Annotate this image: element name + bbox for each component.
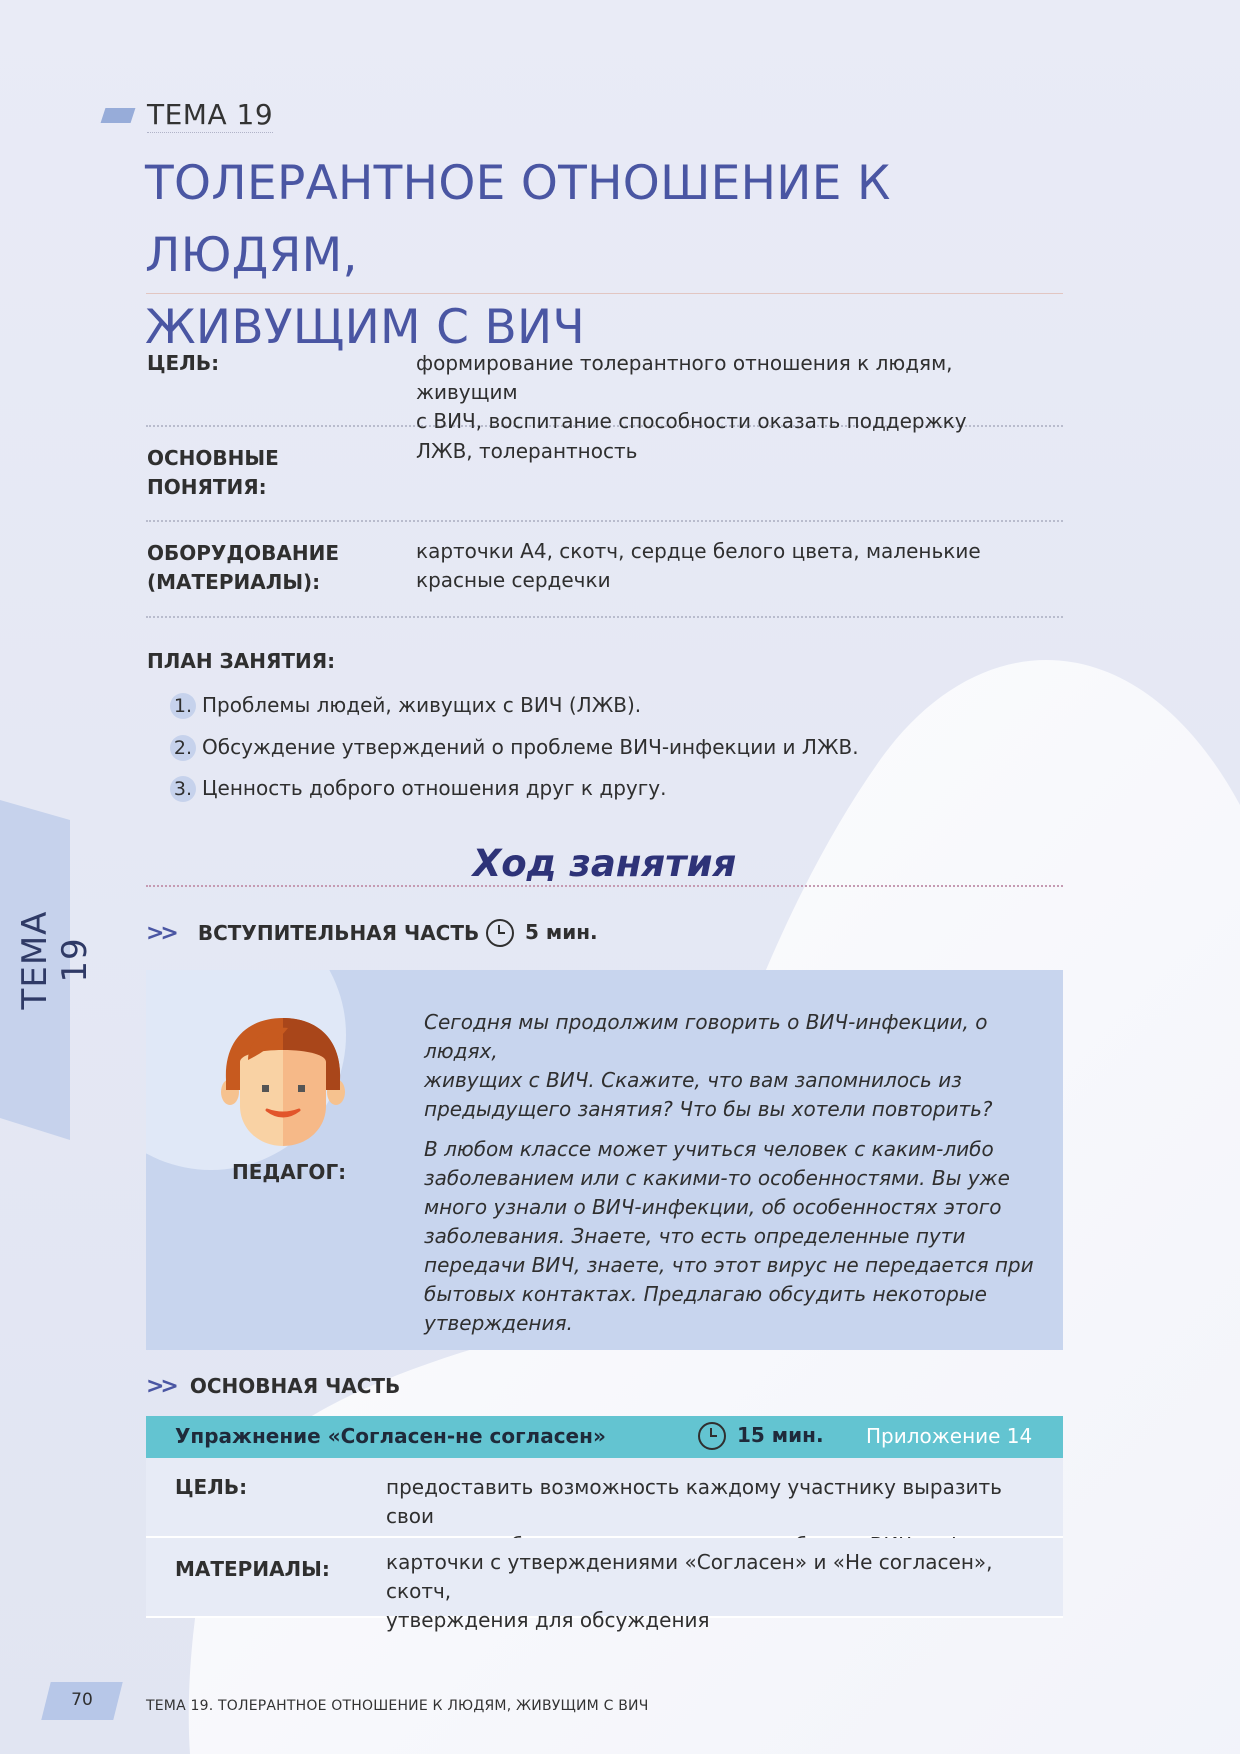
page-title-line2: ЖИВУЩИМ С ВИЧ <box>145 300 586 355</box>
equipment-row <box>146 535 1063 618</box>
concepts-label-line1: ОСНОВНЫЕ <box>147 446 279 470</box>
speech-line: живущих с ВИЧ. Скажите, что вам запомнилось из <box>424 1068 962 1092</box>
title-divider <box>146 293 1063 294</box>
exercise-goal-row <box>146 1458 1063 1538</box>
plan-item <box>170 690 641 720</box>
plan-item-text: Обсуждение утверждений о проблеме ВИЧ-инфекции и ЛЖВ. <box>202 735 859 759</box>
exercise-title: Упражнение «Согласен-не согласен» <box>175 1424 606 1448</box>
exercise-duration-value: 15 мин. <box>736 1422 824 1447</box>
speech-line: В любом классе может учиться человек с каким-либо <box>424 1137 994 1161</box>
teacher-paragraph-1 <box>424 1008 1034 1124</box>
exercise-goal-label: ЦЕЛЬ: <box>175 1475 248 1499</box>
teacher-avatar-icon <box>218 1010 348 1150</box>
concepts-value: ЛЖВ, толерантность <box>416 439 638 463</box>
side-tab-label: ТЕМА 19 <box>15 910 95 1010</box>
exercise-goal-line1: предоставить возможность каждому участнику выразить свои <box>386 1475 1002 1528</box>
plan-item <box>170 732 859 762</box>
intro-duration-value: 5 мин. <box>524 919 598 944</box>
goal-value <box>416 349 1046 436</box>
equipment-value <box>416 537 1046 595</box>
alarm-clock-icon <box>486 919 514 947</box>
alarm-clock-icon <box>698 1422 726 1450</box>
speech-line: заболеванием или с какими-то особенностями. Вы уже <box>424 1166 1010 1190</box>
exercise-materials-line1: карточки с утверждениями «Согласен» и «Не согласен», скотч, <box>386 1550 993 1603</box>
teacher-speech-box <box>146 970 1063 1350</box>
speech-line: заболевания. Знаете, что есть определенные пути <box>424 1224 966 1248</box>
exercise-materials-row <box>146 1538 1063 1632</box>
plan-title: ПЛАН ЗАНЯТИЯ: <box>147 649 336 673</box>
goal-label: ЦЕЛЬ: <box>147 351 220 375</box>
main-section-header <box>146 1374 400 1399</box>
speech-line: много узнали о ВИЧ-инфекции, об особенностях этого <box>424 1195 1002 1219</box>
teacher-speech <box>424 1008 1034 1349</box>
equipment-label-line1: ОБОРУДОВАНИЕ <box>147 541 340 565</box>
concepts-row <box>146 440 1063 522</box>
plan-item-number: 2. <box>170 735 196 761</box>
goal-value-line1: формирование толерантного отношения к людям, живущим <box>416 351 953 404</box>
goal-row <box>146 345 1063 433</box>
page-title-line1: ТОЛЕРАНТНОЕ ОТНОШЕНИЕ К ЛЮДЯМ, <box>145 156 891 283</box>
plan-item-number: 3. <box>170 776 196 802</box>
plan-item-text: Проблемы людей, живущих с ВИЧ (ЛЖВ). <box>202 693 642 717</box>
main-section-title: ОСНОВНАЯ ЧАСТЬ <box>189 1374 401 1398</box>
exercise-materials-value <box>386 1548 1046 1635</box>
exercise-materials-label: МАТЕРИАЛЫ: <box>175 1557 330 1581</box>
exercise-duration <box>698 1422 824 1450</box>
page-number: 70 <box>71 1690 93 1710</box>
exercise-appendix-link[interactable]: Приложение 14 <box>866 1424 1033 1448</box>
plan-item-text: Ценность доброго отношения друг к другу. <box>202 776 667 800</box>
topic-marker-icon <box>101 108 136 123</box>
intro-section-title: ВСТУПИТЕЛЬНАЯ ЧАСТЬ <box>197 921 480 945</box>
goal-value-line2: с ВИЧ, воспитание способности оказать поддержку <box>416 409 967 433</box>
equipment-value-line2: красные сердечки <box>416 568 611 592</box>
topic-label: ТЕМА 19 <box>147 98 274 131</box>
chevron-icon: >> <box>146 921 175 946</box>
speech-line: Сегодня мы продолжим говорить о ВИЧ-инфекции, о людях, <box>424 1010 988 1063</box>
teacher-label: ПЕДАГОГ: <box>232 1160 347 1184</box>
equipment-label-line2: (МАТЕРИАЛЫ): <box>147 570 321 594</box>
speech-line: бытовых контактах. Предлагаю обсудить некоторые <box>424 1282 987 1306</box>
page-title <box>145 148 1085 364</box>
intro-section-header <box>146 921 479 946</box>
speech-line: утверждения. <box>424 1311 573 1335</box>
plan-item-number: 1. <box>170 693 196 719</box>
equipment-value-line1: карточки А4, скотч, сердце белого цвета, маленькие <box>416 539 981 563</box>
exercise-materials-line2: утверждения для обсуждения <box>386 1608 710 1632</box>
lesson-title: Ход занятия <box>472 842 737 885</box>
concepts-label <box>147 444 279 502</box>
plan-item <box>170 773 666 803</box>
exercise-details <box>146 1458 1063 1632</box>
chevron-icon: >> <box>146 1374 175 1399</box>
concepts-label-line2: ПОНЯТИЯ: <box>147 475 267 499</box>
teacher-paragraph-2 <box>424 1135 1034 1338</box>
intro-duration <box>486 919 598 947</box>
speech-line: передачи ВИЧ, знаете, что этот вирус не передается при <box>424 1253 1034 1277</box>
speech-line: предыдущего занятия? Что бы вы хотели повторить? <box>424 1097 993 1121</box>
equipment-label <box>147 539 339 597</box>
exercise-header-bar <box>146 1416 1063 1458</box>
running-footer: ТЕМА 19. ТОЛЕРАНТНОЕ ОТНОШЕНИЕ К ЛЮДЯМ, ЖИВУЩИМ С ВИЧ <box>146 1698 649 1714</box>
lesson-title-divider <box>146 885 1063 887</box>
